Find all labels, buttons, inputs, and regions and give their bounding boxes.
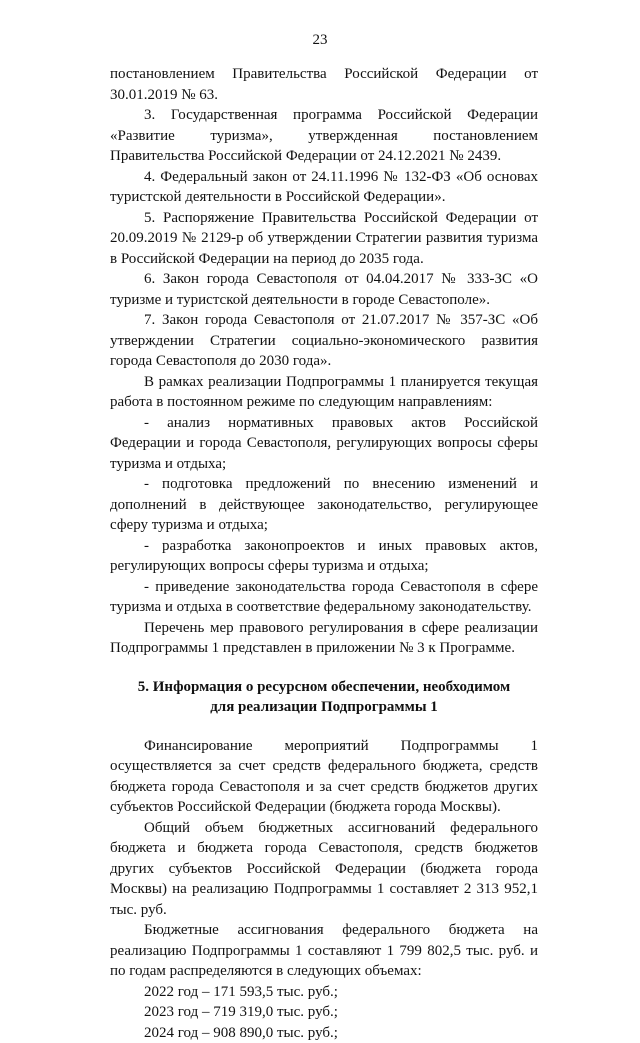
- bottom-section: [110, 736, 538, 1043]
- paragraph: 3. Государственная программа Российской Федерации «Развитие туризма», утвержденная постановлением Правительства Российской Федерации от 24.12.2021 № 2439.: [110, 105, 538, 167]
- year-amount-line: 2023 год – 719 319,0 тыс. руб.;: [110, 1002, 538, 1023]
- section-title-line: для реализации Подпрограммы 1: [110, 697, 538, 718]
- year-amount-line: 2022 год – 171 593,5 тыс. руб.;: [110, 982, 538, 1003]
- list-item: - анализ нормативных правовых актов Российской Федерации и города Севастополя, регулирующих вопросы сферы туризма и отдыха;: [110, 413, 538, 475]
- document-body: [110, 64, 538, 1043]
- paragraph: 4. Федеральный закон от 24.11.1996 № 132-ФЗ «Об основах туристской деятельности в Российской Федерации».: [110, 167, 538, 208]
- list-item: - разработка законопроектов и иных правовых актов, регулирующих вопросы сферы туризма и отдыха;: [110, 536, 538, 577]
- paragraph: Финансирование мероприятий Подпрограммы 1 осуществляется за счет средств федерального бюджета, средств бюджета города Севастополя и за счет средств бюджетов других субъектов Российской Федерации (бюджета города Москвы).: [110, 736, 538, 818]
- paragraph: В рамках реализации Подпрограммы 1 планируется текущая работа в постоянном режиме по следующим направлениям:: [110, 372, 538, 413]
- paragraph: 5. Распоряжение Правительства Российской Федерации от 20.09.2019 № 2129-р об утверждении Стратегии развития туризма в Российской Федерации на период до 2035 года.: [110, 208, 538, 270]
- paragraph: постановлением Правительства Российской Федерации от 30.01.2019 № 63.: [110, 64, 538, 105]
- page-number: 23: [0, 30, 640, 51]
- paragraph: Перечень мер правового регулирования в сфере реализации Подпрограммы 1 представлен в приложении № 3 к Программе.: [110, 618, 538, 659]
- paragraph: 6. Закон города Севастополя от 04.04.2017 № 333-ЗС «О туризме и туристской деятельности в городе Севастополе».: [110, 269, 538, 310]
- paragraph: 7. Закон города Севастополя от 21.07.2017 № 357-ЗС «Об утверждении Стратегии социально-экономического развития города Севастополя до 2030 года».: [110, 310, 538, 372]
- year-amount-line: 2024 год – 908 890,0 тыс. руб.;: [110, 1023, 538, 1043]
- top-section: [110, 64, 538, 659]
- section-title-line: 5. Информация о ресурсном обеспечении, необходимом: [110, 677, 538, 698]
- section-title: [110, 677, 538, 718]
- paragraph: Бюджетные ассигнования федерального бюджета на реализацию Подпрограммы 1 составляют 1 799 802,5 тыс. руб. и по годам распределяются в следующих объемах:: [110, 920, 538, 982]
- list-item: - подготовка предложений по внесению изменений и дополнений в действующее законодательство, регулирующее сферу туризма и отдыха;: [110, 474, 538, 536]
- list-item: - приведение законодательства города Севастополя в сфере туризма и отдыха в соответствие федеральному законодательству.: [110, 577, 538, 618]
- paragraph: Общий объем бюджетных ассигнований федерального бюджета и бюджета города Севастополя, средств бюджетов других субъектов Российской Федерации (бюджета города Москвы) на реализацию Подпрограммы 1 составляет 2 313 952,1 тыс. руб.: [110, 818, 538, 921]
